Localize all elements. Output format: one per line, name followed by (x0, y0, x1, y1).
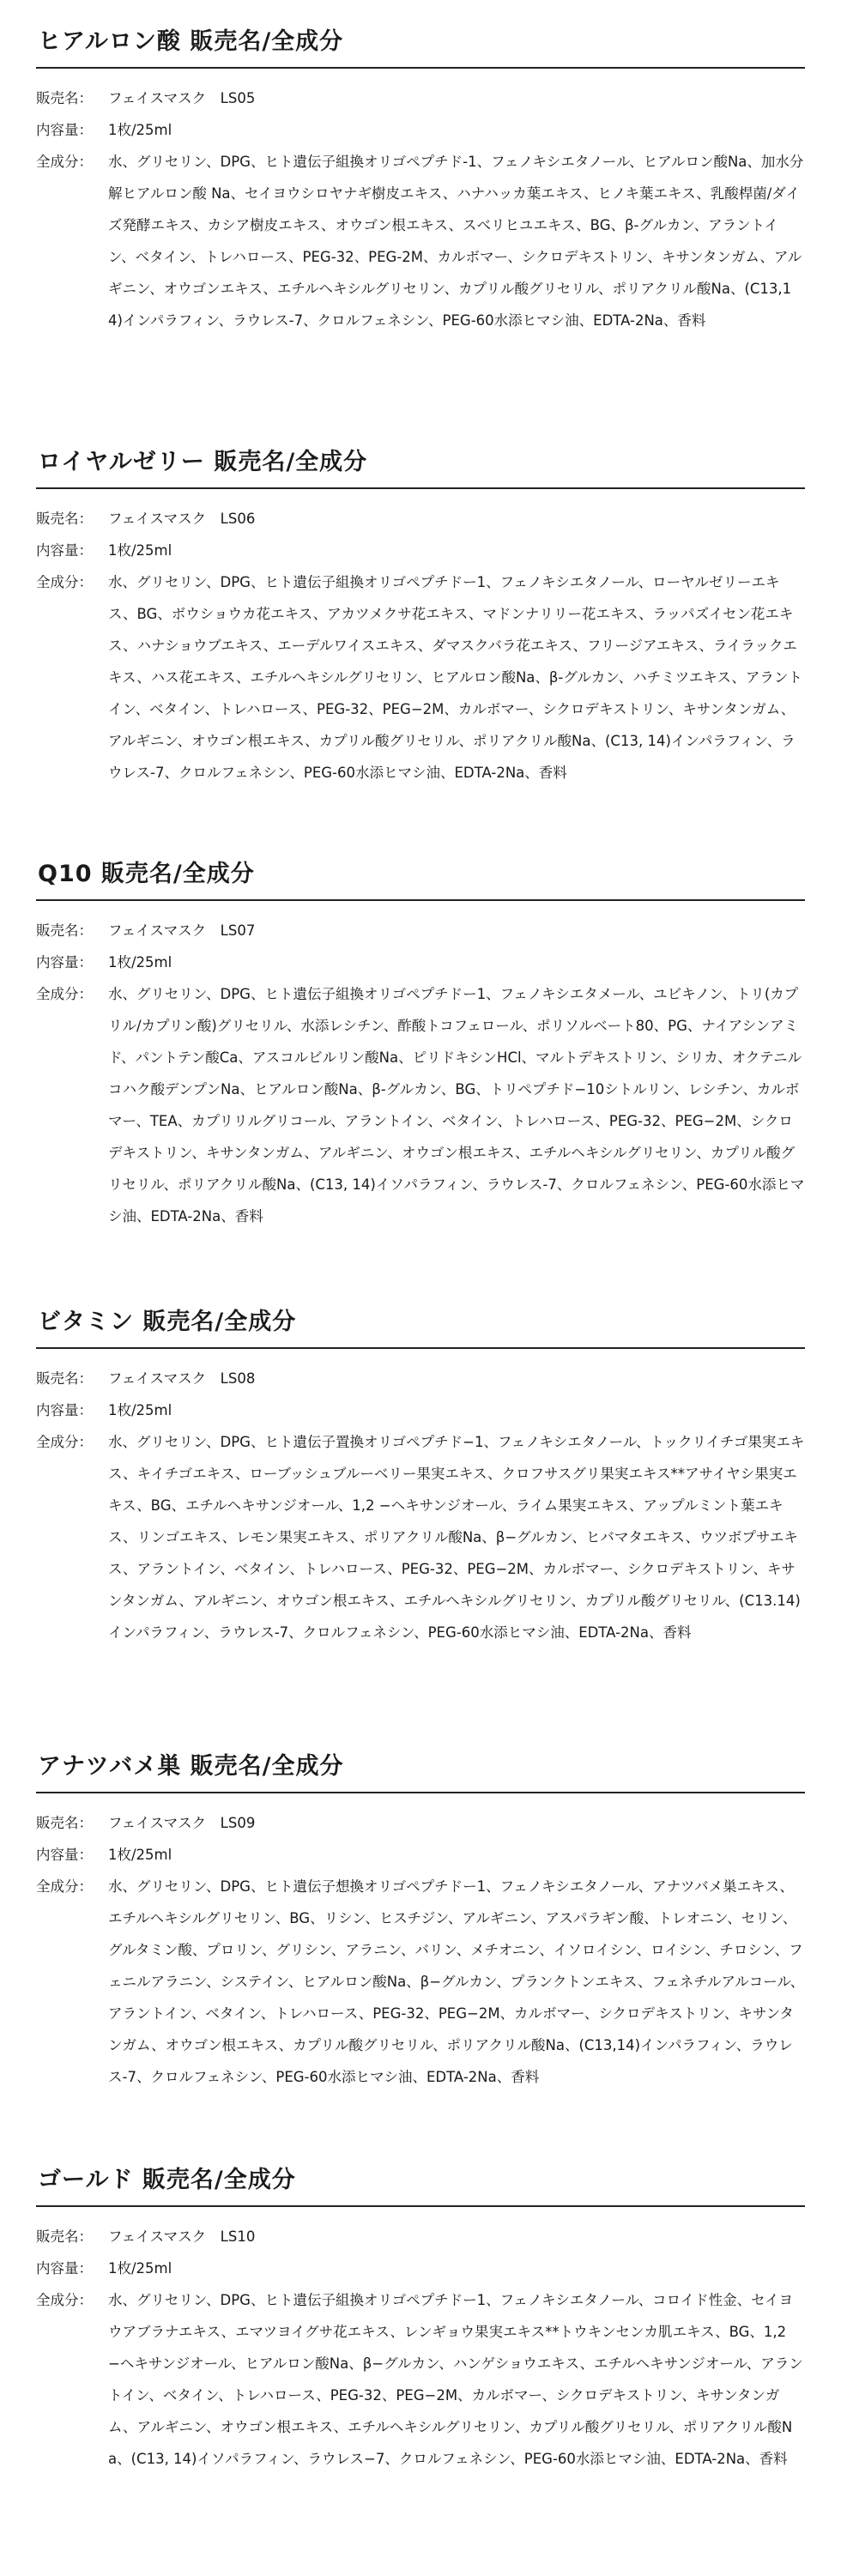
product-name-value: フェイスマスク LS05 (108, 90, 256, 106)
volume-value: 1枚/25ml (108, 954, 172, 971)
volume-row (36, 1839, 805, 1871)
product-name-value: フェイスマスク LS10 (108, 2228, 256, 2245)
volume-row (36, 114, 805, 146)
volume-label: 内容量： (36, 122, 93, 138)
section-title: ビタミン 販売名/全成分 (36, 1306, 805, 1349)
volume-value: 1枚/25ml (108, 542, 172, 559)
product-name-label: 販売名： (36, 1370, 93, 1387)
section-title: ロイヤルゼリー 販売名/全成分 (36, 446, 805, 489)
section-title: ヒアルロン酸 販売名/全成分 (36, 26, 805, 69)
section-royal-jelly (36, 446, 805, 789)
product-name-row (36, 82, 805, 114)
volume-label: 内容量： (36, 1402, 93, 1418)
volume-value: 1枚/25ml (108, 1847, 172, 1863)
section-q10 (36, 858, 805, 1232)
ingredients-value: 水、グリセリン、DPG、ヒト遺伝子組換オリゴペプチドー1、フェノキシエタノール、ローヤルゼリーエキス、BG、ボウショウカ花エキス、アカツメクサ花エキス、マドンナリリー花エキス、ラッパズイセン花エキス、ハナショウブエキス、エーデルワイスエキス、ダマスクバラ花エキス、フリージアエキス、ライラックエキス、ハス花エキス、エチルヘキシルグリセリン、ヒアルロン酸Na、β-グルカン、ハチミツエキス、アラントイン、ベタイン、トレハロース、PEG-32、PEG−2M、カルボマー、シクロデキストリン、キサンタンガム、アルギニン、オウゴン根エキス、カプリル酸グリセリル、ポリアクリル酸Na、(C13, 14)インパラフィン、ラウレス-7、クロルフェネシン、PEG-60水添ヒマシ油、EDTA-2Na、香料 (108, 574, 802, 781)
section-gold (36, 2164, 805, 2475)
product-name-row (36, 503, 805, 535)
volume-value: 1枚/25ml (108, 122, 172, 138)
product-name-row (36, 1363, 805, 1394)
ingredients-label: 全成分： (36, 574, 93, 590)
volume-value: 1枚/25ml (108, 2260, 172, 2277)
section-title: Q10 販売名/全成分 (36, 858, 805, 901)
section-title: アナツバメ巣 販売名/全成分 (36, 1751, 805, 1793)
volume-row (36, 535, 805, 566)
volume-row (36, 2252, 805, 2284)
ingredients-label: 全成分： (36, 154, 93, 170)
ingredients-row (36, 146, 805, 336)
ingredients-row (36, 566, 805, 789)
product-name-value: フェイスマスク LS08 (108, 1370, 256, 1387)
ingredients-label: 全成分： (36, 986, 93, 1002)
volume-label: 内容量： (36, 1847, 93, 1863)
ingredients-label: 全成分： (36, 1434, 93, 1450)
ingredients-value: 水、グリセリン、DPG、ヒト遺伝子想換オリゴペプチドー1、フェノキシエタノール、アナツバメ巣エキス、エチルヘキシルグリセリン、BG、リシン、ヒスチジン、アルギニン、アスパラギン酸、トレオニン、セリン、グルタミン酸、プロリン、グリシン、アラニン、バリン、メチオニン、イソロイシン、ロイシン、チロシン、フェニルアラニン、システイン、ヒアルロン酸Na、β−グルカン、プランクトンエキス、フェネチルアルコール、アラントイン、ベタイン、トレハロース、PEG-32、PEG−2M、カルボマー、シクロデキストリン、キサンタンガム、オウゴン根エキス、カプリル酸グリセリル、ポリアクリル酸Na、(C13,14)インパラフィン、ラウレス-7、クロルフェネシン、PEG-60水添ヒマシ油、EDTA-2Na、香料 (108, 1878, 805, 2085)
volume-value: 1枚/25ml (108, 1402, 172, 1418)
product-name-row (36, 1807, 805, 1839)
product-name-row (36, 915, 805, 946)
volume-label: 内容量： (36, 2260, 93, 2277)
section-vitamin (36, 1306, 805, 1648)
product-name-value: フェイスマスク LS07 (108, 922, 256, 939)
ingredients-row (36, 978, 805, 1232)
ingredients-value: 水、グリセリン、DPG、ヒト遺伝子組換オリゴペプチド-1、フェノキシエタノール、ヒアルロン酸Na、加水分解ヒアルロン酸 Na、セイヨウシロヤナギ樹皮エキス、ハナハッカ葉エキス、ヒノキ葉エキス、乳酸桿菌/ダイズ発酵エキス、カシア樹皮エキス、オウゴン根エキス、スベリヒユエキス、BG、β-グルカン、アラントイン、ベタイン、トレハロース、PEG-32、PEG-2M、カルボマー、シクロデキストリン、キサンタンガム、アルギニン、オウゴンエキス、エチルヘキシルグリセリン、カプリル酸グリセリル、ポリアクリル酸Na、(C13,14)インパラフィン、ラウレス-7、クロルフェネシン、PEG-60水添ヒマシ油、EDTA-2Na、香料 (108, 154, 804, 329)
section-hyaluronic (36, 26, 805, 336)
product-name-label: 販売名： (36, 922, 93, 939)
volume-row (36, 946, 805, 978)
volume-row (36, 1394, 805, 1426)
product-name-label: 販売名： (36, 511, 93, 527)
product-name-value: フェイスマスク LS06 (108, 511, 256, 527)
product-name-label: 販売名： (36, 2228, 93, 2245)
ingredients-value: 水、グリセリン、DPG、ヒト遺伝子組換オリゴペプチドー1、フェノキシエタノール、コロイド性金、セイヨウアブラナエキス、エマツヨイグサ花エキス、レンギョウ果実エキス**トウキンセンカ肌エキス、BG、1,2−ヘキサンジオール、ヒアルロン酸Na、β−グルカン、ハンゲショウエキス、エチルヘキサンジオール、アラントイン、ベタイン、トレハロース、PEG-32、PEG−2M、カルボマー、シクロデキストリン、キサンタンガム、アルギニン、オウゴン根エキス、エチルヘキシルグリセリン、カプリル酸グリセリル、ポリアクリル酸Na、(C13, 14)イソパラフィン、ラウレス−7、クロルフェネシン、PEG-60水添ヒマシ油、EDTA-2Na、香料 (108, 2292, 803, 2467)
product-name-label: 販売名： (36, 90, 93, 106)
ingredients-value: 水、グリセリン、DPG、ヒト遺伝子置換オリゴペプチド−1、フェノキシエタノール、トックリイチゴ果実エキス、キイチゴエキス、ローブッシュブルーベリー果実エキス、クロフサスグリ果実エキス**アサイヤシ果実エキス、BG、エチルヘキサンジオール、1,2 −ヘキサンジオール、ライム果実エキス、アップルミント葉エキス、リンゴエキス、レモン果実エキス、ポリアクリル酸Na、β−グルカン、ヒバマタエキス、ウツボプサエキス、アラントイン、ベタイン、トレハロース、PEG-32、PEG−2M、カルボマー、シクロデキストリン、キサンタンガム、アルギニン、オウゴン根エキス、エチルヘキシルグリセリン、カプリル酸グリセリル、(C13.14) インパラフィン、ラウレス-7、クロルフェネシン、PEG-60水添ヒマシ油、EDTA-2Na、香料 (108, 1434, 805, 1641)
product-name-row (36, 2221, 805, 2252)
section-title: ゴールド 販売名/全成分 (36, 2164, 805, 2207)
section-swiftlet-nest (36, 1751, 805, 2093)
ingredients-label: 全成分： (36, 1878, 93, 1895)
product-name-value: フェイスマスク LS09 (108, 1815, 256, 1831)
ingredients-row (36, 1871, 805, 2093)
ingredients-row (36, 1426, 805, 1648)
volume-label: 内容量： (36, 542, 93, 559)
ingredients-row (36, 2284, 805, 2475)
volume-label: 内容量： (36, 954, 93, 971)
ingredients-label: 全成分： (36, 2292, 93, 2308)
product-name-label: 販売名： (36, 1815, 93, 1831)
ingredients-value: 水、グリセリン、DPG、ヒト遺伝子組換オリゴペプチドー1、フェノキシエタメール、ユビキノン、トリ(カプリル/カプリン酸)グリセリル、水添レシチン、酢酸トコフェロール、ポリソルベート80、PG、ナイアシンアミド、パントテン酸Ca、アスコルビルリン酸Na、ピリドキシンHCl、マルトデキストリン、シリカ、オクテニルコハク酸デンプンNa、ヒアルロン酸Na、β-グルカン、BG、トリペプチド−10シトルリン、レシチン、カルボマー、TEA、カプリリルグリコール、アラントイン、ベタイン、トレハロース、PEG-32、PEG−2M、シクロデキストリン、キサンタンガム、アルギニン、オウゴン根エキス、エチルヘキシルグリセリン、カプリル酸グリセリル、ポリアクリル酸Na、(C13, 14)イソパラフィン、ラウレス-7、クロルフェネシン、PEG-60水添ヒマシ油、EDTA-2Na、香料 (108, 986, 805, 1225)
